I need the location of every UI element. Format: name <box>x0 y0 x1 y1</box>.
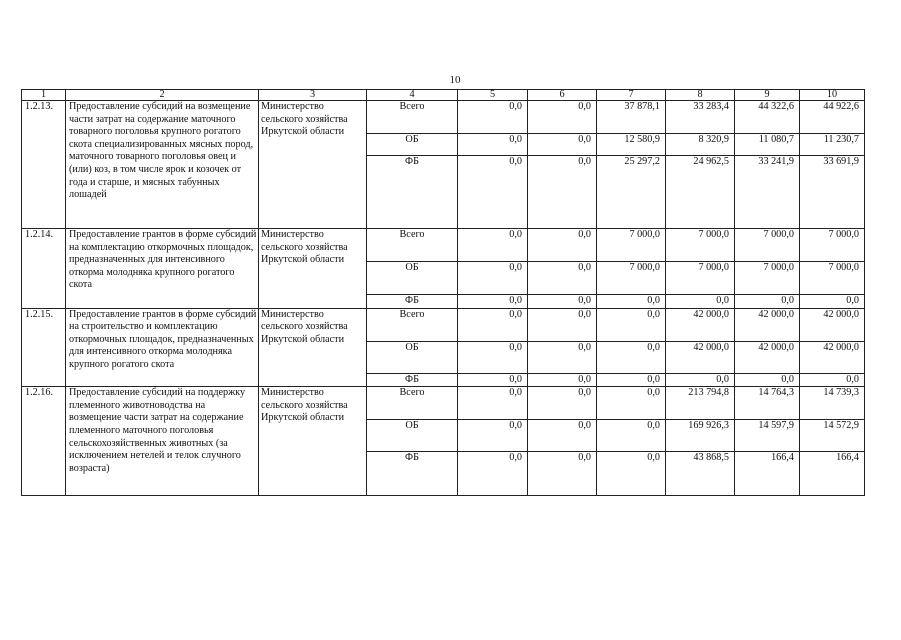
amount-cell: 7 000,0 <box>800 262 865 295</box>
funding-source: Всего <box>367 387 458 420</box>
amount-cell: 0,0 <box>597 387 666 420</box>
column-number: 2 <box>66 90 259 101</box>
amount-cell: 7 000,0 <box>597 229 666 262</box>
funding-source: Всего <box>367 229 458 262</box>
amount-cell: 0,0 <box>458 308 528 341</box>
amount-cell: 14 597,9 <box>735 420 800 452</box>
funding-source: ФБ <box>367 295 458 309</box>
amount-cell: 24 962,5 <box>666 156 735 229</box>
table-row <box>22 308 865 341</box>
item-code: 1.2.15. <box>22 308 66 387</box>
amount-cell: 0,0 <box>458 156 528 229</box>
funding-source: Всего <box>367 308 458 341</box>
table-row <box>22 101 865 134</box>
amount-cell: 42 000,0 <box>800 308 865 341</box>
amount-cell: 42 000,0 <box>735 341 800 373</box>
item-description: Предоставление субсидий на возмещение части затрат на содержание маточного товарного поголовья крупного рогатого скота специализированных мясных пород, маточного товарного поголовья овец и (или) коз, в том числе ярок и козочек от года и старше, и мясных табунных лошадей <box>66 101 259 229</box>
amount-cell: 25 297,2 <box>597 156 666 229</box>
funding-source: ФБ <box>367 156 458 229</box>
amount-cell: 0,0 <box>597 452 666 496</box>
amount-cell: 0,0 <box>458 295 528 309</box>
amount-cell: 7 000,0 <box>735 229 800 262</box>
amount-cell: 33 241,9 <box>735 156 800 229</box>
amount-cell: 0,0 <box>528 229 597 262</box>
amount-cell: 0,0 <box>528 101 597 134</box>
amount-cell: 0,0 <box>528 341 597 373</box>
responsible-organization: Министерство сельского хозяйства Иркутской области <box>259 229 367 309</box>
amount-cell: 0,0 <box>528 262 597 295</box>
amount-cell: 37 878,1 <box>597 101 666 134</box>
amount-cell: 11 230,7 <box>800 134 865 156</box>
amount-cell: 42 000,0 <box>666 308 735 341</box>
amount-cell: 0,0 <box>800 373 865 387</box>
amount-cell: 0,0 <box>458 387 528 420</box>
item-description: Предоставление грантов в форме субсидий на строительство и комплектацию откормочных площадок, предназначенных для интенсивного откорма молодняка крупного рогатого скота <box>66 308 259 387</box>
amount-cell: 0,0 <box>458 341 528 373</box>
amount-cell: 44 322,6 <box>735 101 800 134</box>
amount-cell: 0,0 <box>458 101 528 134</box>
amount-cell: 166,4 <box>800 452 865 496</box>
column-number: 10 <box>800 90 865 101</box>
funding-source: ОБ <box>367 262 458 295</box>
page-number: 10 <box>449 74 461 86</box>
amount-cell: 0,0 <box>458 134 528 156</box>
table-row <box>22 229 865 262</box>
item-code: 1.2.16. <box>22 387 66 496</box>
funding-source: ФБ <box>367 373 458 387</box>
amount-cell: 0,0 <box>528 156 597 229</box>
item-code: 1.2.14. <box>22 229 66 309</box>
amount-cell: 7 000,0 <box>597 262 666 295</box>
budget-table <box>21 89 865 496</box>
amount-cell: 0,0 <box>458 373 528 387</box>
amount-cell: 0,0 <box>458 229 528 262</box>
amount-cell: 0,0 <box>597 420 666 452</box>
column-number: 3 <box>259 90 367 101</box>
column-number: 8 <box>666 90 735 101</box>
funding-source: ФБ <box>367 452 458 496</box>
amount-cell: 0,0 <box>458 262 528 295</box>
amount-cell: 7 000,0 <box>666 229 735 262</box>
amount-cell: 8 320,9 <box>666 134 735 156</box>
amount-cell: 0,0 <box>666 373 735 387</box>
funding-source: ОБ <box>367 134 458 156</box>
amount-cell: 42 000,0 <box>735 308 800 341</box>
funding-source: ОБ <box>367 341 458 373</box>
amount-cell: 33 283,4 <box>666 101 735 134</box>
amount-cell: 0,0 <box>800 295 865 309</box>
column-number: 6 <box>528 90 597 101</box>
amount-cell: 0,0 <box>528 308 597 341</box>
amount-cell: 0,0 <box>597 295 666 309</box>
table-row <box>22 387 865 420</box>
amount-cell: 0,0 <box>528 452 597 496</box>
column-number: 7 <box>597 90 666 101</box>
column-number: 5 <box>458 90 528 101</box>
amount-cell: 0,0 <box>597 373 666 387</box>
amount-cell: 0,0 <box>735 295 800 309</box>
responsible-organization: Министерство сельского хозяйства Иркутской области <box>259 387 367 496</box>
amount-cell: 169 926,3 <box>666 420 735 452</box>
amount-cell: 166,4 <box>735 452 800 496</box>
amount-cell: 0,0 <box>528 420 597 452</box>
amount-cell: 7 000,0 <box>800 229 865 262</box>
amount-cell: 0,0 <box>735 373 800 387</box>
amount-cell: 7 000,0 <box>735 262 800 295</box>
amount-cell: 43 868,5 <box>666 452 735 496</box>
amount-cell: 42 000,0 <box>800 341 865 373</box>
amount-cell: 14 764,3 <box>735 387 800 420</box>
responsible-organization: Министерство сельского хозяйства Иркутской области <box>259 308 367 387</box>
funding-source: ОБ <box>367 420 458 452</box>
amount-cell: 12 580,9 <box>597 134 666 156</box>
amount-cell: 0,0 <box>528 373 597 387</box>
column-number-row <box>22 90 865 101</box>
item-description: Предоставление грантов в форме субсидий на комплектацию откормочных площадок, предназначенных для интенсивного откорма молодняка крупного рогатого скота <box>66 229 259 309</box>
column-number: 9 <box>735 90 800 101</box>
item-description: Предоставление субсидий на поддержку племенного животноводства на возмещение части затрат на содержание племенного маточного поголовья сельскохозяйственных животных (за исключением нетелей и телок случного возраста) <box>66 387 259 496</box>
amount-cell: 0,0 <box>528 387 597 420</box>
responsible-organization: Министерство сельского хозяйства Иркутской области <box>259 101 367 229</box>
amount-cell: 213 794,8 <box>666 387 735 420</box>
amount-cell: 44 922,6 <box>800 101 865 134</box>
amount-cell: 11 080,7 <box>735 134 800 156</box>
amount-cell: 14 739,3 <box>800 387 865 420</box>
amount-cell: 33 691,9 <box>800 156 865 229</box>
amount-cell: 0,0 <box>458 452 528 496</box>
column-number: 1 <box>22 90 66 101</box>
amount-cell: 14 572,9 <box>800 420 865 452</box>
amount-cell: 0,0 <box>528 295 597 309</box>
amount-cell: 0,0 <box>666 295 735 309</box>
item-code: 1.2.13. <box>22 101 66 229</box>
amount-cell: 0,0 <box>528 134 597 156</box>
amount-cell: 42 000,0 <box>666 341 735 373</box>
amount-cell: 0,0 <box>458 420 528 452</box>
amount-cell: 0,0 <box>597 308 666 341</box>
column-number: 4 <box>367 90 458 101</box>
amount-cell: 0,0 <box>597 341 666 373</box>
funding-source: Всего <box>367 101 458 134</box>
amount-cell: 7 000,0 <box>666 262 735 295</box>
